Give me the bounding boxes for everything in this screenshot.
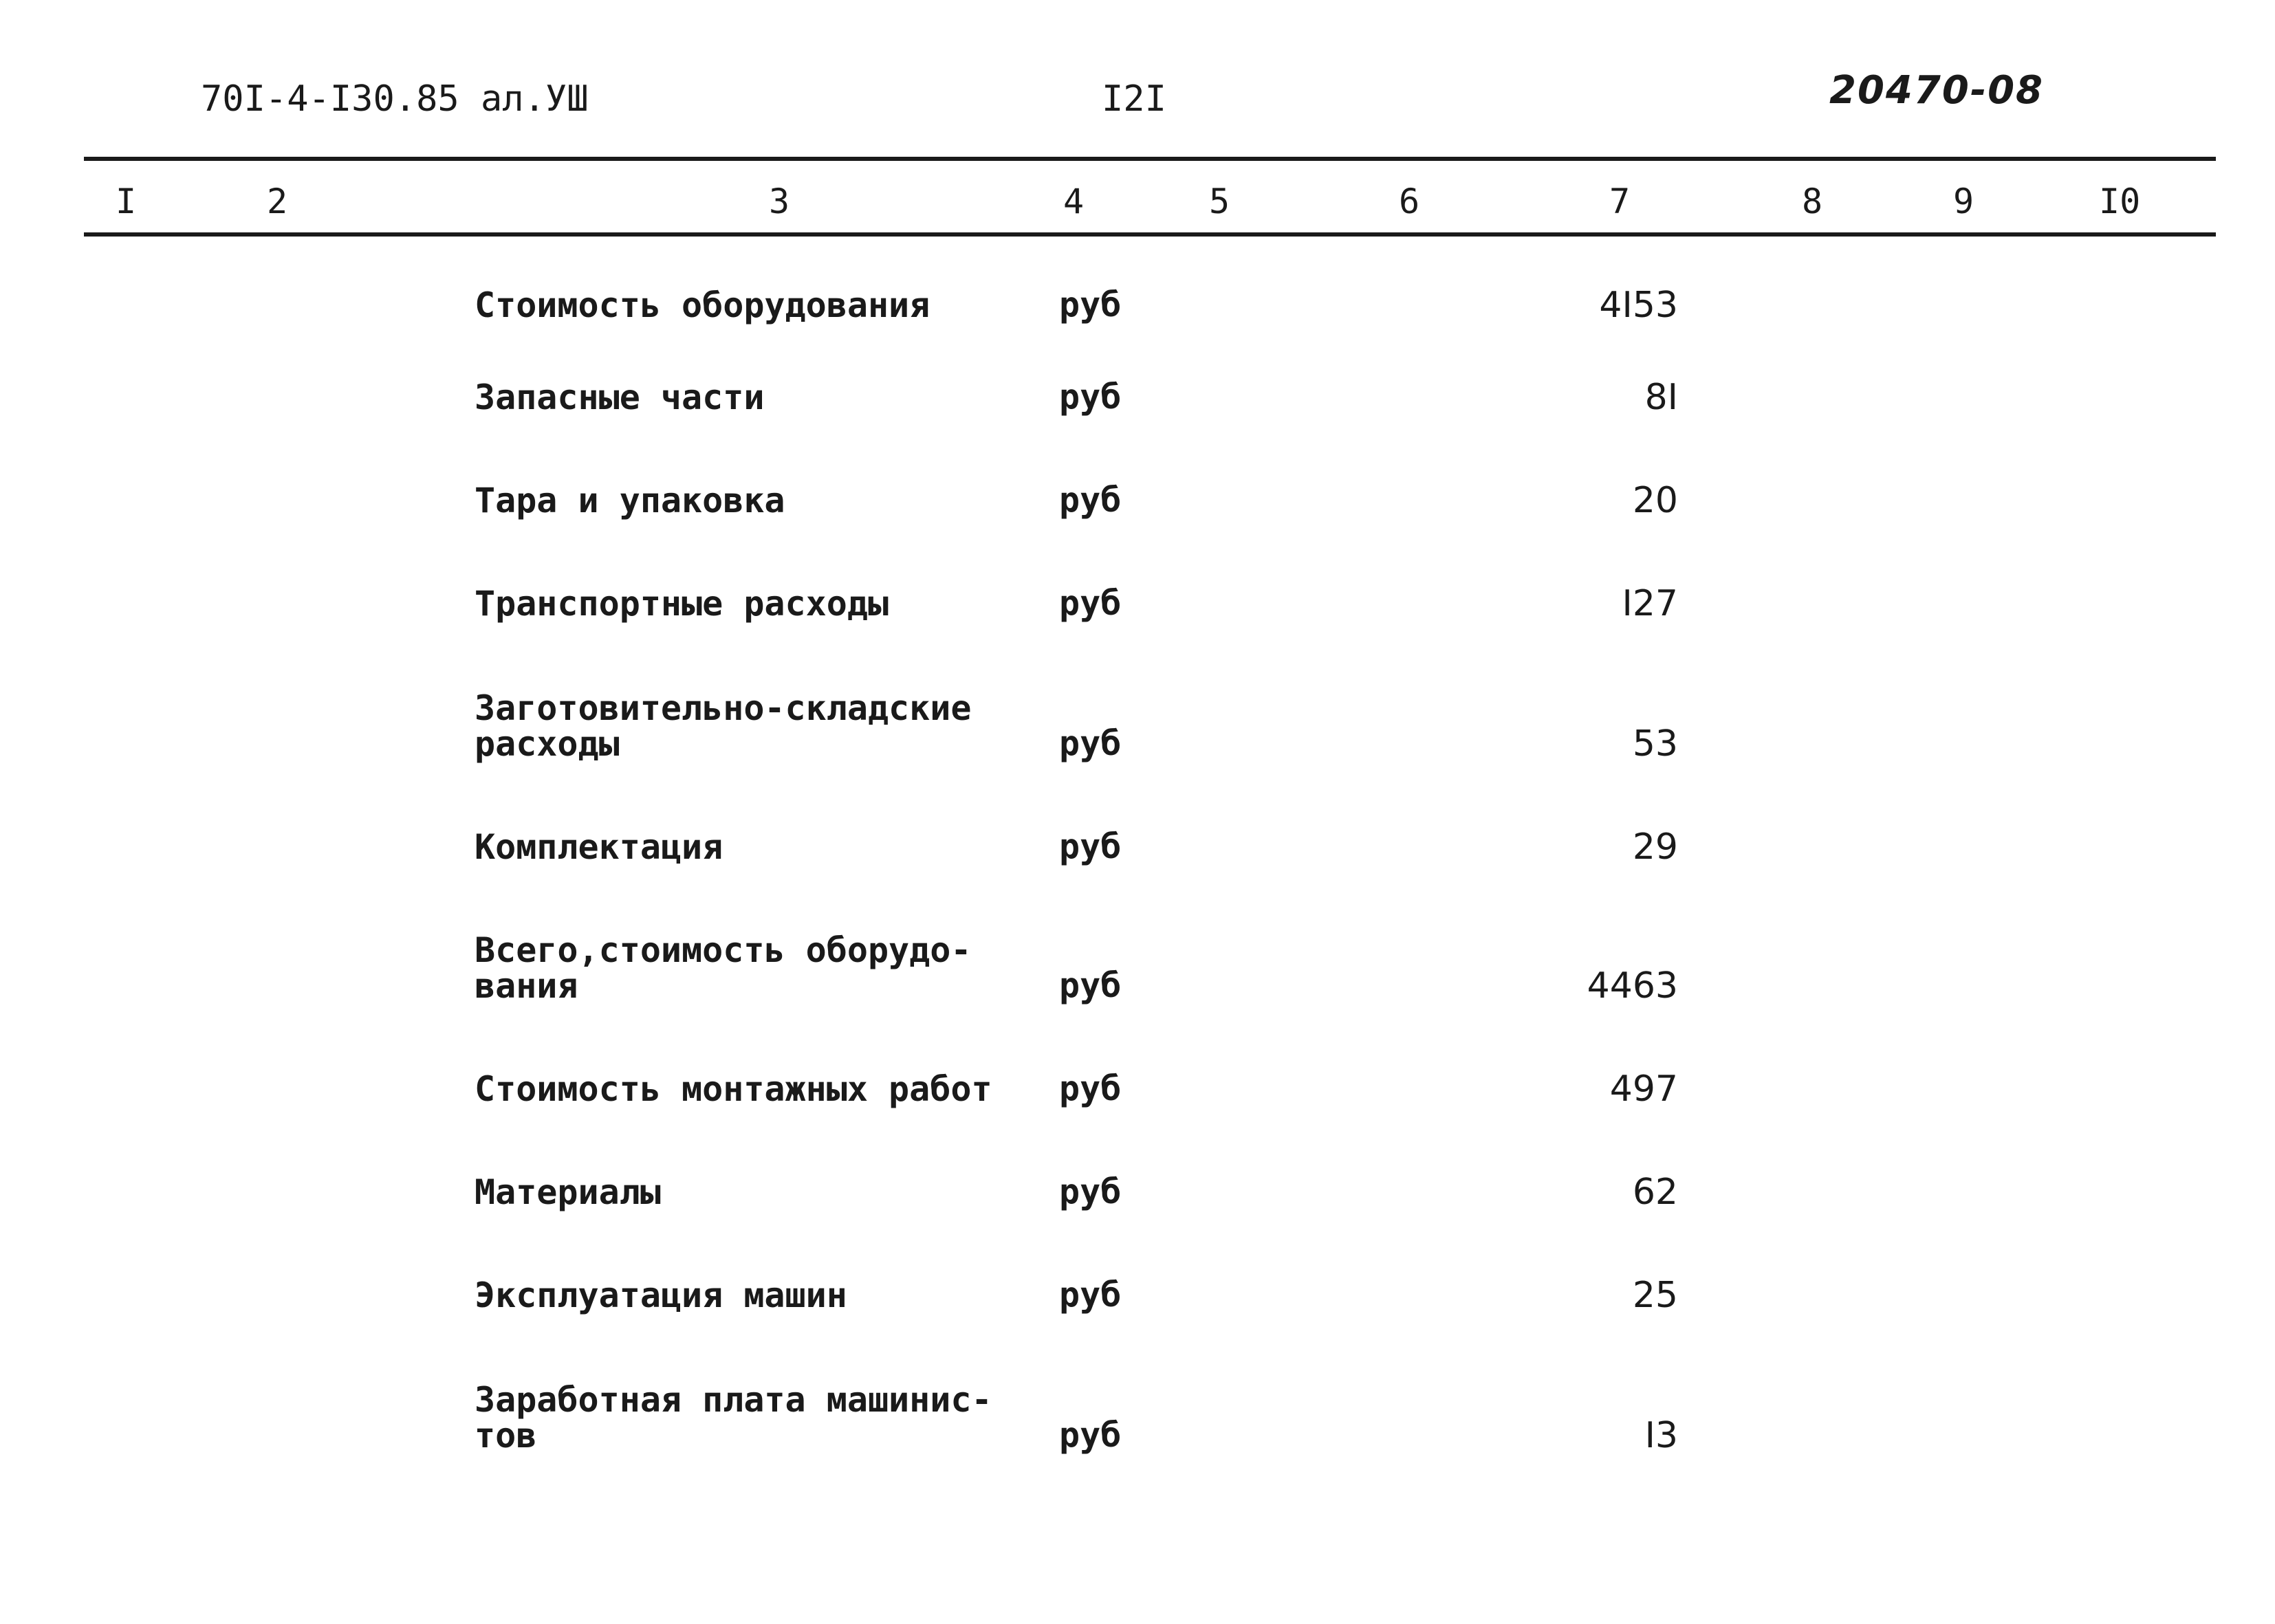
column-header-10: I0 [2099, 182, 2141, 221]
row-value: 25 [1632, 1275, 1678, 1316]
column-header-1: I [116, 182, 137, 221]
column-header-6: 6 [1399, 182, 1420, 221]
row-unit: руб [1059, 965, 1122, 1005]
row-unit: руб [1059, 377, 1122, 417]
page-number: I2I [1102, 78, 1166, 120]
row-name: Материалы [475, 1172, 661, 1212]
row-value: 20 [1632, 480, 1678, 521]
row-unit: руб [1059, 1068, 1122, 1108]
row-unit: руб [1059, 480, 1122, 520]
column-header-5: 5 [1209, 182, 1230, 221]
row-value: 53 [1632, 723, 1678, 765]
row-unit: руб [1059, 826, 1122, 866]
row-name: Заготовительно-складские расходы [475, 688, 972, 764]
row-unit: руб [1059, 583, 1122, 623]
row-name: Комплектация [475, 827, 723, 867]
row-unit: руб [1059, 1172, 1122, 1211]
row-name: Транспортные расходы [475, 584, 889, 624]
archive-number: 20470-08 [1829, 68, 2044, 113]
document-code: 70I-4-I30.85 ал.УШ [201, 78, 589, 120]
column-header-8: 8 [1802, 182, 1823, 221]
column-header-9: 9 [1953, 182, 1974, 221]
table-header-rule [84, 232, 2216, 237]
column-header-4: 4 [1063, 182, 1085, 221]
row-unit: руб [1059, 723, 1122, 763]
row-value: 4463 [1587, 965, 1678, 1007]
row-name: Эксплуатация машин [475, 1275, 847, 1315]
column-header-7: 7 [1609, 182, 1631, 221]
row-value: 4I53 [1599, 285, 1678, 326]
row-name: Заработная плата машинис- тов [475, 1380, 992, 1456]
row-name: Всего,стоимость оборудо- вания [475, 930, 972, 1006]
row-unit: руб [1059, 285, 1122, 325]
row-value: I27 [1622, 583, 1678, 624]
table-top-rule [84, 157, 2216, 161]
row-name: Тара и упаковка [475, 481, 785, 520]
row-value: 497 [1609, 1068, 1678, 1110]
row-value: 8I [1644, 377, 1678, 418]
row-value: I3 [1644, 1415, 1678, 1456]
row-name: Стоимость оборудования [475, 285, 930, 325]
row-unit: руб [1059, 1415, 1122, 1455]
column-header-2: 2 [267, 182, 288, 221]
row-name: Стоимость монтажных работ [475, 1069, 992, 1109]
row-unit: руб [1059, 1275, 1122, 1315]
row-value: 62 [1632, 1172, 1678, 1213]
row-name: Запасные части [475, 377, 765, 417]
column-header-3: 3 [769, 182, 790, 221]
row-value: 29 [1632, 826, 1678, 868]
